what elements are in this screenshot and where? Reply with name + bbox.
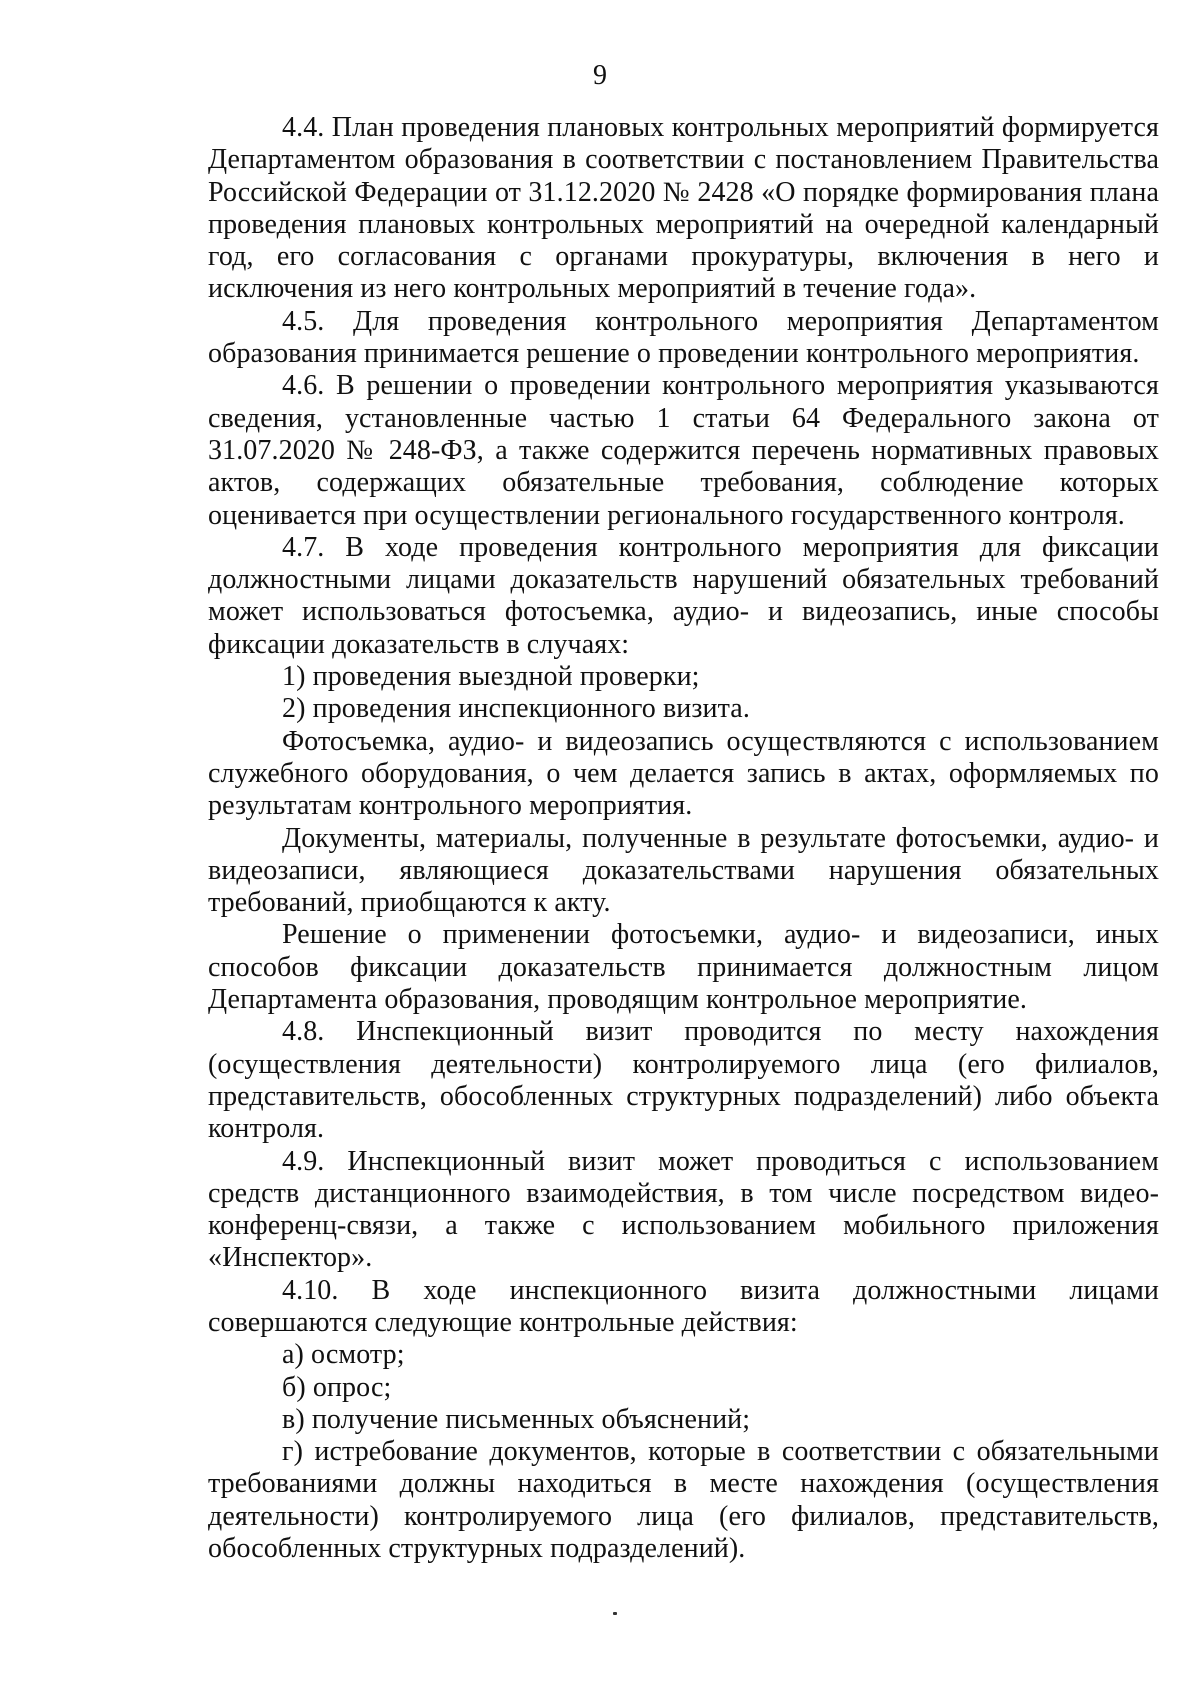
paragraph-4-4: 4.4. План проведения плановых контрольных мероприятий формируется Департаментом образования в соответствии с постановлением Правительства Российской Федерации от 31.12.2020 № 2428 «О порядке формирования плана проведения плановых контрольных мероприятий на очередной календарный год, его согласования с органами прокуратуры, включения в него и исключения из него контрольных мероприятий в течение года».	[208, 112, 1159, 305]
list-item-g: г) истребование документов, которые в соответствии с обязательными требованиями должны находиться в месте нахождения (осуществления деятельности) контролируемого лица (его филиалов, представительств, обособленных структурных подразделений).	[208, 1436, 1159, 1565]
list-item-b: б) опрос;	[282, 1371, 392, 1403]
list-item-a: а) осмотр;	[282, 1339, 405, 1371]
paragraph-4-8: 4.8. Инспекционный визит проводится по месту нахождения (осуществления деятельности) контролируемого лица (его филиалов, представительств, обособленных структурных подразделений) либо объекта контроля.	[208, 1016, 1159, 1145]
paragraph-4-9: 4.9. Инспекционный визит может проводиться с использованием средств дистанционного взаимодействия, в том числе посредством видео-конференц-связи, а также с использованием мобильного приложения «Инспектор».	[208, 1145, 1159, 1274]
list-item-v: в) получение письменных объяснений;	[282, 1403, 751, 1435]
list-item-1: 1) проведения выездной проверки;	[282, 661, 700, 693]
paragraph-photo-recording: Фотосъемка, аудио- и видеозапись осуществляются с использованием служебного оборудования, о чем делается запись в актах, оформляемых по результатам контрольного мероприятия.	[208, 725, 1159, 822]
paragraph-recording-decision: Решение о применении фотосъемки, аудио- и видеозаписи, иных способов фиксации доказательств принимается должностным лицом Департамента образования, проводящим контрольное мероприятие.	[208, 919, 1159, 1016]
document-body	[208, 112, 1159, 1565]
page-number: 9	[593, 60, 607, 91]
paragraph-4-10: 4.10. В ходе инспекционного визита должностными лицами совершаются следующие контрольные действия:	[208, 1274, 1159, 1338]
scan-dot-mark	[613, 1612, 617, 1615]
paragraph-documents-materials: Документы, материалы, полученные в результате фотосъемки, аудио- и видеозаписи, являющиеся доказательствами нарушения обязательных требований, приобщаются к акту.	[208, 822, 1159, 919]
paragraph-4-6: 4.6. В решении о проведении контрольного мероприятия указываются сведения, установленные частью 1 статьи 64 Федерального закона от 31.07.2020 № 248-ФЗ, а также содержится перечень нормативных правовых актов, содержащих обязательные требования, соблюдение которых оценивается при осуществлении регионального государственного контроля.	[208, 370, 1159, 531]
list-item-2: 2) проведения инспекционного визита.	[282, 693, 750, 725]
paragraph-4-5: 4.5. Для проведения контрольного мероприятия Департаментом образования принимается решение о проведении контрольного мероприятия.	[208, 305, 1159, 370]
paragraph-4-7: 4.7. В ходе проведения контрольного мероприятия для фиксации должностными лицами доказательств нарушений обязательных требований может использоваться фотосъемка, аудио- и видеозапись, иные способы фиксации доказательств в случаях:	[208, 531, 1159, 660]
